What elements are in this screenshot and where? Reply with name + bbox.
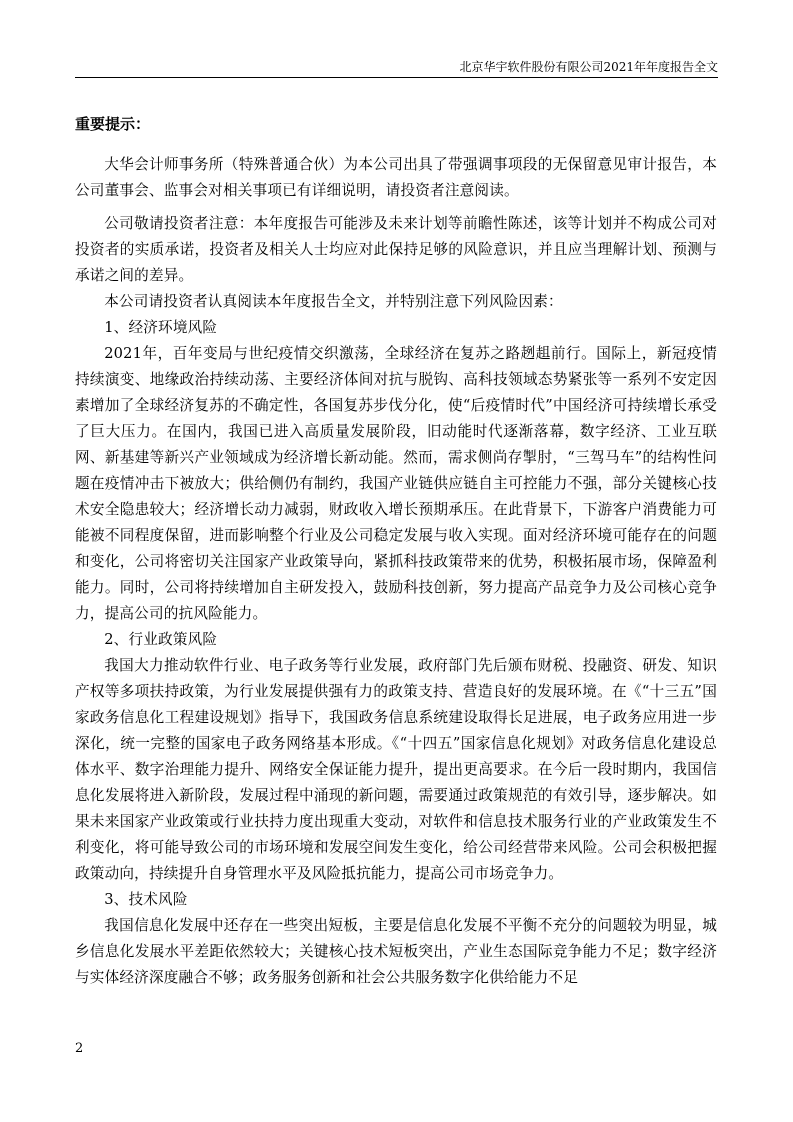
heading-technical-risk: 3、技术风险 — [104, 891, 188, 908]
paragraph-forward-looking: 公司敬请投资者注意：本年度报告可能涉及未来计划等前瞻性陈述，该等计划并不构成公司对投资者的实质承诺，投资者及相关人士均应对此保持足够的风险意识，并且应当理解计划、预测与承诺之间的差异。 — [75, 215, 717, 284]
header-divider — [75, 77, 718, 78]
paragraph-economic-risk: 2021年，百年变局与世纪疫情交织激荡，全球经济在复苏之路趔趄前行。国际上，新冠疫情持续演变、地缘政治持续动荡、主要经济体间对抗与脱钩、高科技领域态势紧张等一系列不安定因素增加了全球经济复苏的不确定性，各国复苏步伐分化，使“后疫情时代”中国经济可持续增长承受了巨大压力。在国内，我国已进入高质量发展阶段，旧动能时代逐渐落幕，数字经济、工业互联网、新基建等新兴产业领域成为经济增长新动能。然而，需求侧尚存掣肘，“三驾马车”的结构性问题在疫情冲击下被放大；供给侧仍有制约，我国产业链供应链自主可控能力不强，部分关键核心技术安全隐患较大；经济增长动力减弱，财政收入增长预期承压。在此背景下，下游客户消费能力可能被不同程度保留，进而影响整个行业及公司稳定发展与收入实现。面对经济环境可能存在的问题和变化，公司将密切关注国家产业政策导向，紧抓科技政策带来的优势，积极拓展市场，保障盈利能力。同时，公司将持续增加自主研发投入，鼓励科技创新，努力提高产品竞争力及公司核心竞争力，提高公司的抗风险能力。 — [75, 345, 717, 622]
paragraph-policy-risk: 我国大力推动软件行业、电子政务等行业发展，政府部门先后颁布财税、投融资、研发、知识产权等多项扶持政策，为行业发展提供强有力的政策支持、营造良好的发展环境。在《“十三五”国家政务信息化工程建设规划》指导下，我国政务信息系统建设取得长足进展，电子政务应用进一步深化，统一完整的国家电子政务网络基本形成。《“十四五”国家信息化规划》对政务信息化建设总体水平、数字治理能力提升、网络安全保证能力提升，提出更高要求。在今后一段时期内，我国信息化发展将进入新阶段，发展过程中涌现的新问题，需要通过政策规范的有效引导，逐步解决。如果未来国家产业政策或行业扶持力度出现重大变动，对软件和信息技术服务行业的产业政策发生不利变化，将可能导致公司的市场环境和发展空间发生变化，给公司经营带来风险。公司会积极把握政策动向，持续提升自身管理水平及风险抵抗能力，提高公司市场竞争力。 — [75, 657, 717, 882]
paragraph-risk-intro: 本公司请投资者认真阅读本年度报告全文，并特别注意下列风险因素： — [104, 293, 563, 310]
heading-policy-risk: 2、行业政策风险 — [104, 631, 218, 648]
document-body — [75, 152, 717, 991]
header-title: 北京华宇软件股份有限公司2021年年度报告全文 — [459, 60, 718, 74]
page-number: 2 — [75, 1041, 84, 1056]
paragraph-audit-opinion: 大华会计师事务所（特殊普通合伙）为本公司出具了带强调事项段的无保留意见审计报告，本公司董事会、监事会对相关事项已有详细说明，请投资者注意阅读。 — [75, 156, 717, 199]
section-title: 重要提示： — [75, 115, 151, 133]
paragraph-technical-risk: 我国信息化发展中还存在一些突出短板，主要是信息化发展不平衡不充分的问题较为明显，城乡信息化发展水平差距依然较大；关键核心技术短板突出，产业生态国际竞争能力不足；数字经济与实体经济深度融合不够；政务服务创新和社会公共服务数字化供给能力不足 — [75, 917, 717, 986]
heading-economic-risk: 1、经济环境风险 — [104, 319, 218, 336]
